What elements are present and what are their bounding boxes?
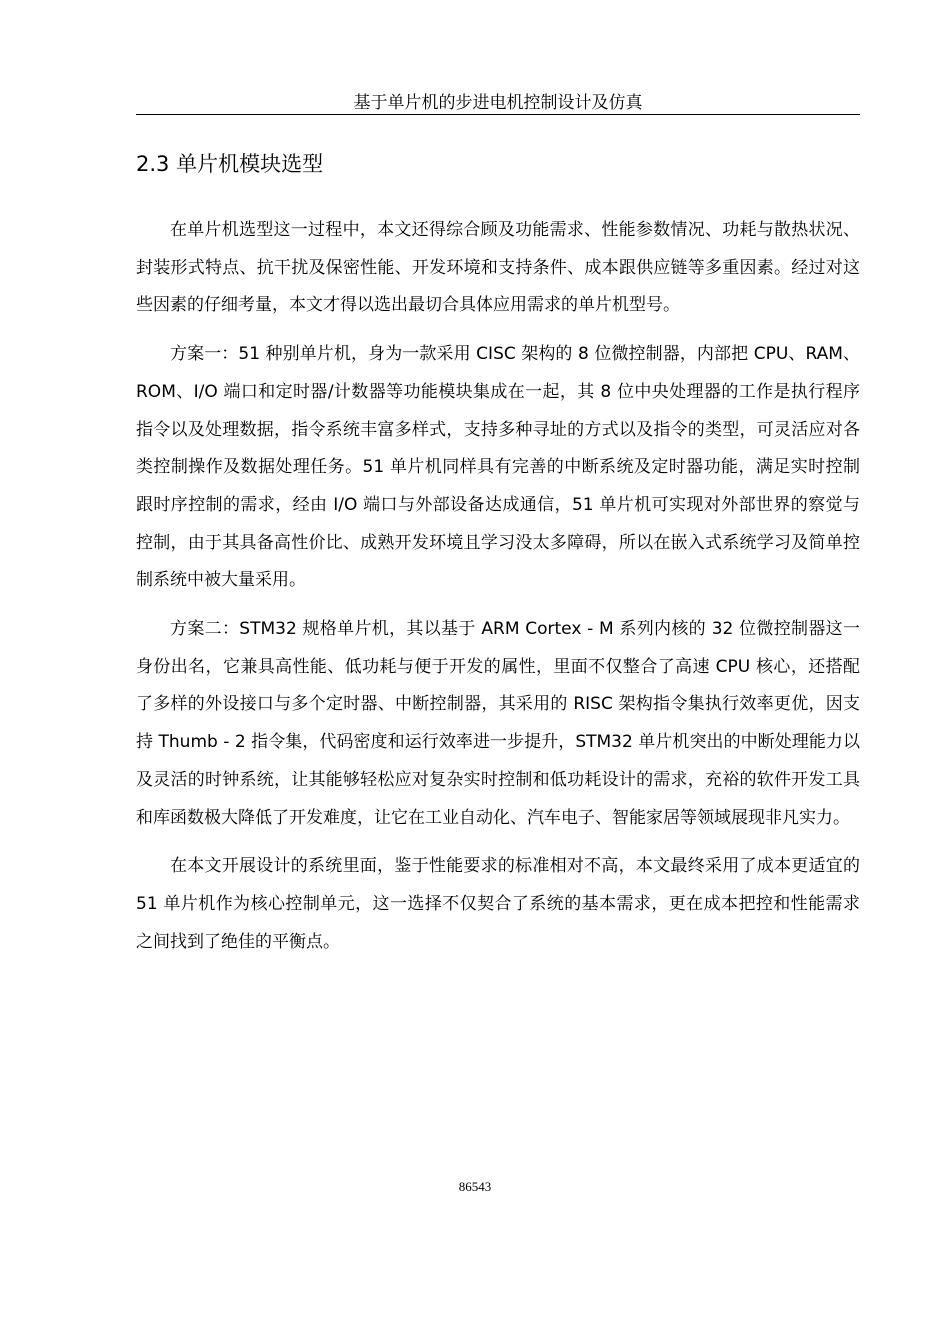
page-number: 86543: [458, 1179, 492, 1194]
paragraph-option-two: 方案二：STM32 规格单片机，其以基于 ARM Cortex - M 系列内核的 32 位微控制器这一身份出名，它兼具高性能、低功耗与便于开发的属性，里面不仅整合了高速 CPU 核心，还搭配了多样的外设接口与多个定时器、中断控制器，其采用的 RISC 架构指令集执行效率更优，因支持 Thumb - 2 指令集，代码密度和运行效率进一步提升，STM32 单片机突出的中断处理能力以及灵活的时钟系统，让其能够轻松应对复杂实时控制和低功耗设计的需求，充裕的软件开发工具和库函数极大降低了开发难度，让它在工业自动化、汽车电子、智能家居等领域展现非凡实力。: [136, 619, 860, 828]
body-text: [136, 212, 860, 972]
header-title: 基于单片机的步进电机控制设计及仿真: [353, 93, 643, 113]
section-heading: 2.3 单片机模块选型: [136, 152, 324, 176]
paragraph-conclusion: 在本文开展设计的系统里面，鉴于性能要求的标准相对不高，本文最终采用了成本更适宜的 51 单片机作为核心控制单元，这一选择不仅契合了系统的基本需求，更在成本把控和性能需求之间找到了绝佳的平衡点。: [136, 856, 860, 952]
page-header: [136, 92, 860, 115]
paragraph-intro: 在单片机选型这一过程中，本文还得综合顾及功能需求、性能参数情况、功耗与散热状况、封装形式特点、抗干扰及保密性能、开发环境和支持条件、成本跟供应链等多重因素。经过对这些因素的仔细考量，本文才得以选出最切合具体应用需求的单片机型号。: [136, 220, 860, 316]
paragraph-option-one: 方案一：51 种别单片机，身为一款采用 CISC 架构的 8 位微控制器，内部把 CPU、RAM、ROM、I/O 端口和定时器/计数器等功能模块集成在一起，其 8 位中央处理器的工作是执行程序指令以及处理数据，指令系统丰富多样式，支持多种寻址的方式以及指令的类型，可灵活应对各类控制操作及数据处理任务。51 单片机同样具有完善的中断系统及定时器功能，满足实时控制跟时序控制的需求，经由 I/O 端口与外部设备达成通信，51 单片机可实现对外部世界的察觉与控制，由于其具备高性价比、成熟开发环境且学习没太多障碍，所以在嵌入式系统学习及简单控制系统中被大量采用。: [136, 344, 860, 591]
